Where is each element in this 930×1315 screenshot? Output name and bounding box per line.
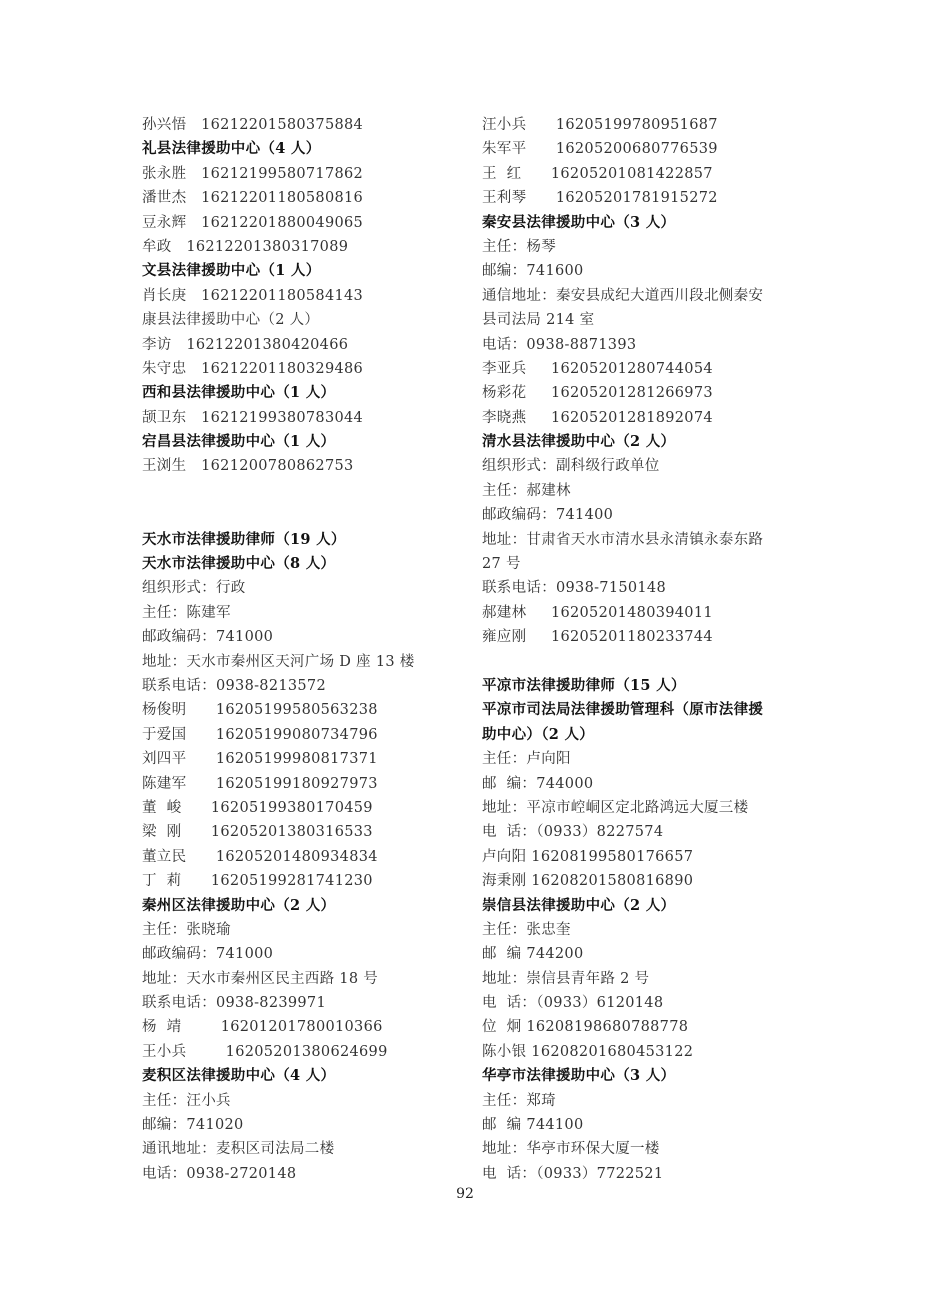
section-heading: 平凉市司法局法律援助管理科（原市法律援 xyxy=(482,701,764,719)
text-line: 杨 靖 16201201780010366 xyxy=(142,1019,383,1036)
section-heading: 宕昌县法律援助中心（1 人） xyxy=(142,433,336,451)
text-line: 肖长庚 16212201180584143 xyxy=(142,287,364,304)
section-heading: 麦积区法律援助中心（4 人） xyxy=(142,1067,336,1085)
text-line: 朱军平 16205200680776539 xyxy=(482,141,718,158)
text-line: 王 红 16205201081422857 xyxy=(482,165,713,182)
text-line: 邮政编码：741400 xyxy=(482,507,614,524)
text-line: 地址：甘肃省天水市清水县永清镇永泰东路 xyxy=(482,531,764,548)
blank-line xyxy=(142,503,472,527)
text-line: 地址：天水市秦州区天河广场 D 座 13 楼 xyxy=(142,653,415,670)
text-line: 电 话：（0933）6120148 xyxy=(482,995,664,1012)
text-line: 李亚兵 16205201280744054 xyxy=(482,360,713,377)
text-line: 梁 刚 16205201380316533 xyxy=(142,824,373,841)
text-line: 邮政编码：741000 xyxy=(142,629,274,646)
text-line: 董 峻 16205199380170459 xyxy=(142,799,373,816)
page-number: 92 xyxy=(456,1186,474,1202)
section-heading: 天水市法律援助中心（8 人） xyxy=(142,555,336,573)
text-line: 邮 编 744100 xyxy=(482,1117,584,1134)
section-heading: 华亭市法律援助中心（3 人） xyxy=(482,1067,676,1085)
text-line: 颉卫东 16212199380783044 xyxy=(142,409,364,426)
section-heading: 天水市法律援助律师（19 人） xyxy=(142,530,346,548)
section-heading: 助中心）（2 人） xyxy=(482,725,595,743)
text-line: 李晓燕 16205201281892074 xyxy=(482,409,713,426)
text-line: 李访 16212201380420466 xyxy=(142,336,349,353)
text-line: 主任：郝建林 xyxy=(482,482,571,499)
text-line: 邮 编：744000 xyxy=(482,775,594,792)
blank-line xyxy=(482,650,812,674)
text-line: 潘世杰 16212201180580816 xyxy=(142,190,364,207)
text-line: 地址：平凉市崆峒区定北路鸿远大厦三楼 xyxy=(482,799,749,816)
text-line: 康县法律援助中心（2 人） xyxy=(142,312,320,329)
text-line: 王小兵 16205201380624699 xyxy=(142,1043,388,1060)
section-heading: 秦州区法律援助中心（2 人） xyxy=(142,896,336,914)
text-line: 联系电话：0938-8213572 xyxy=(142,677,326,694)
text-line: 地址：崇信县青年路 2 号 xyxy=(482,970,650,987)
text-line: 海秉刚 16208201580816890 xyxy=(482,873,694,890)
text-line: 联系电话：0938-8239971 xyxy=(142,995,326,1012)
text-line: 组织形式：副科级行政单位 xyxy=(482,458,660,475)
text-line: 孙兴悟 16212201580375884 xyxy=(142,117,364,133)
text-line: 邮编：741600 xyxy=(482,263,584,280)
text-line: 刘四平 16205199980817371 xyxy=(142,751,378,768)
text-line: 牟政 16212201380317089 xyxy=(142,238,349,255)
blank-line xyxy=(142,479,472,503)
text-line: 汪小兵 16205199780951687 xyxy=(482,117,718,133)
text-line: 主任：卢向阳 xyxy=(482,751,571,768)
text-line: 位 炯 16208198680788778 xyxy=(482,1019,689,1036)
text-line: 丁 莉 16205199281741230 xyxy=(142,873,373,890)
text-line: 主任：杨琴 xyxy=(482,238,556,255)
text-line: 主任：张忠奎 xyxy=(482,921,571,938)
text-line: 杨彩花 16205201281266973 xyxy=(482,385,713,402)
text-line: 豆永辉 16212201880049065 xyxy=(142,214,364,231)
text-line: 邮编：741020 xyxy=(142,1117,244,1134)
text-line: 组织形式：行政 xyxy=(142,580,246,597)
text-line: 郝建林 16205201480394011 xyxy=(482,604,713,621)
section-heading: 秦安县法律援助中心（3 人） xyxy=(482,213,676,231)
section-heading: 崇信县法律援助中心（2 人） xyxy=(482,896,676,914)
text-line: 王利琴 16205201781915272 xyxy=(482,190,718,207)
section-heading: 西和县法律援助中心（1 人） xyxy=(142,384,336,402)
text-line: 张永胜 16212199580717862 xyxy=(142,165,364,182)
text-line: 地址：华亭市环保大厦一楼 xyxy=(482,1141,660,1158)
text-line: 主任：陈建军 xyxy=(142,604,231,621)
section-heading: 清水县法律援助中心（2 人） xyxy=(482,433,676,451)
text-line: 电 话：（0933）8227574 xyxy=(482,824,664,841)
text-line: 陈建军 16205199180927973 xyxy=(142,775,378,792)
right-column xyxy=(482,113,812,1186)
text-line: 雍应刚 16205201180233744 xyxy=(482,629,713,646)
text-line: 朱守忠 16212201180329486 xyxy=(142,360,364,377)
text-line: 通讯地址：麦积区司法局二楼 xyxy=(142,1141,335,1158)
section-heading: 文县法律援助中心（1 人） xyxy=(142,262,321,280)
text-line: 联系电话：0938-7150148 xyxy=(482,580,666,597)
text-line: 邮政编码：741000 xyxy=(142,946,274,963)
text-line: 27 号 xyxy=(482,556,521,573)
text-line: 主任：郑琦 xyxy=(482,1092,556,1109)
left-column xyxy=(142,113,472,1186)
text-line: 主任：张晓瑜 xyxy=(142,921,231,938)
section-heading: 平凉市法律援助律师（15 人） xyxy=(482,676,686,694)
text-line: 杨俊明 16205199580563238 xyxy=(142,702,378,719)
text-line: 卢向阳 16208199580176657 xyxy=(482,848,694,865)
text-line: 县司法局 214 室 xyxy=(482,312,595,329)
text-line: 电话：0938-8871393 xyxy=(482,336,637,353)
text-line: 王浏生 1621200780862753 xyxy=(142,458,354,475)
section-heading: 礼县法律援助中心（4 人） xyxy=(142,140,321,158)
text-line: 地址：天水市秦州区民主西路 18 号 xyxy=(142,970,379,987)
text-line: 董立民 16205201480934834 xyxy=(142,848,378,865)
text-line: 通信地址：秦安县成纪大道西川段北侧秦安 xyxy=(482,287,764,304)
text-line: 主任：汪小兵 xyxy=(142,1092,231,1109)
text-line: 于爱国 16205199080734796 xyxy=(142,726,378,743)
text-line: 电 话：（0933）7722521 xyxy=(482,1165,664,1182)
text-line: 邮 编 744200 xyxy=(482,946,584,963)
text-line: 电话：0938-2720148 xyxy=(142,1165,297,1182)
text-line: 陈小银 16208201680453122 xyxy=(482,1043,694,1060)
